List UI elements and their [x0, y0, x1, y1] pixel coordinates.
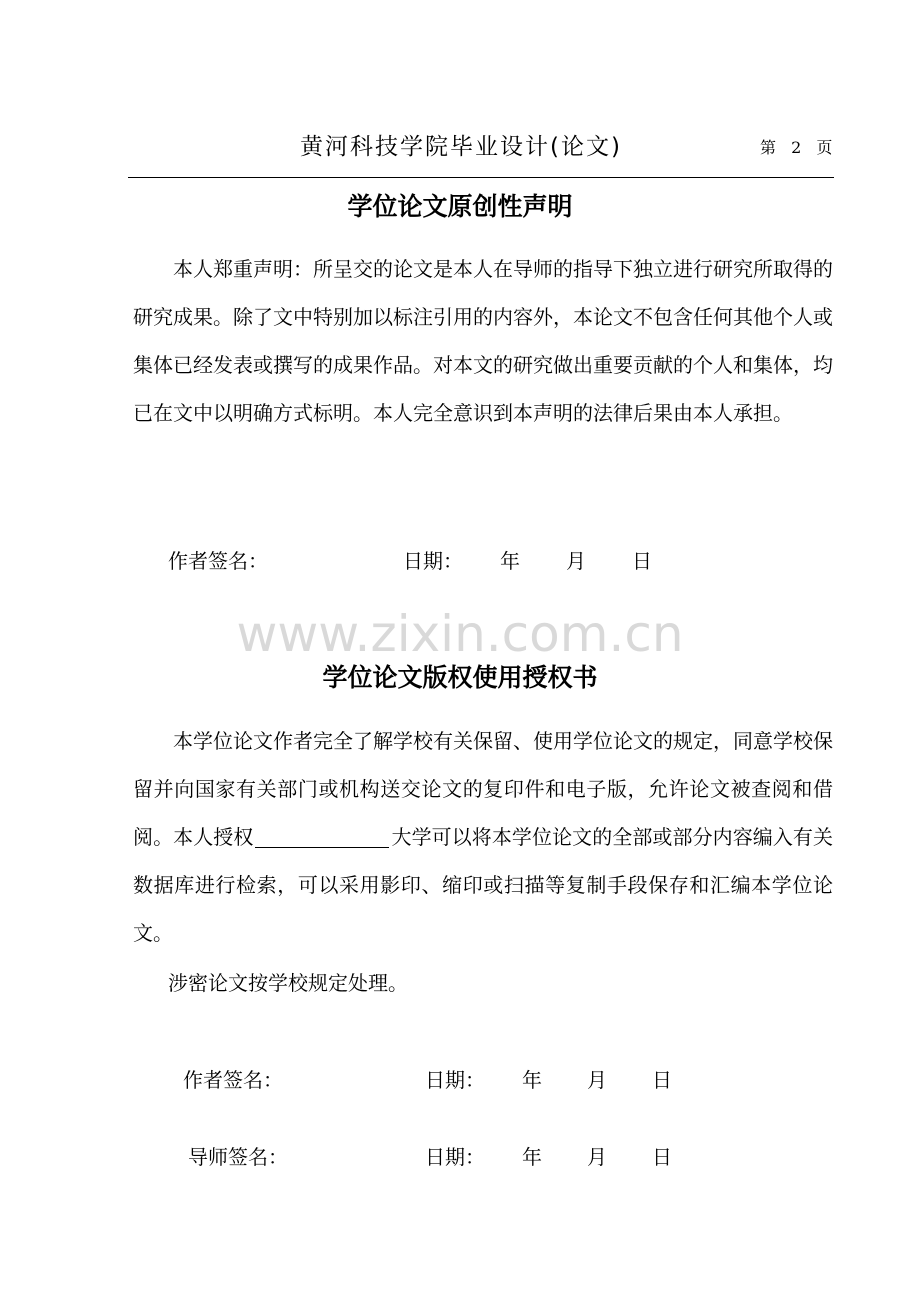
month-label-3: 月: [587, 1145, 607, 1169]
confidential-note: 涉密论文按学校规定处理。: [168, 971, 408, 995]
header-rule: [128, 177, 834, 178]
watermark: www.zixin.com.cn: [236, 605, 684, 663]
date-label-1: 日期：: [403, 549, 463, 573]
month-label-2: 月: [587, 1068, 607, 1092]
month-label-1: 月: [566, 549, 586, 573]
university-name-blank: [255, 823, 389, 848]
copyright-authorization-title: 学位论文版权使用授权书: [322, 663, 598, 692]
copyright-authorization-paragraph: [133, 717, 833, 957]
year-label-3: 年: [522, 1145, 542, 1169]
originality-statement-paragraph: 本人郑重声明：所呈交的论文是本人在导师的指导下独立进行研究所取得的研究成果。除了文中特别加以标注引用的内容外，本论文不包含任何其他个人或集体已经发表或撰写的成果作品。对本文的研究做出重要贡献的个人和集体，均已在文中以明确方式标明。本人完全意识到本声明的法律后果由本人承担。: [133, 257, 833, 425]
supervisor-signature-label: 导师签名：: [188, 1145, 288, 1169]
header-title: 黄河科技学院毕业设计(论文): [300, 134, 622, 160]
paragraph-text-before-blank: 本学位论文作者完全了解学校有关保留、使用学位论文的规定，同意学校保留并向国家有关部门或机构送交论文的复印件和电子版，允许论文被查阅和借阅。本人授权: [133, 729, 833, 849]
originality-statement-title: 学位论文原创性声明: [347, 192, 573, 221]
paragraph-text-after-blank: 大学可以将本学位论文的全部或部分内容编入有关数据库进行检索，可以采用影印、缩印或扫描等复制手段保存和汇编本学位论文。: [133, 825, 834, 945]
date-label-2: 日期：: [425, 1068, 485, 1092]
author-signature-label-1: 作者签名：: [168, 549, 268, 573]
date-label-3: 日期：: [425, 1145, 485, 1169]
day-label-1: 日: [632, 549, 652, 573]
day-label-3: 日: [652, 1145, 672, 1169]
page-number: 第 2 页: [760, 138, 833, 157]
day-label-2: 日: [652, 1068, 672, 1092]
author-signature-label-2: 作者签名：: [183, 1068, 283, 1092]
year-label-1: 年: [500, 549, 520, 573]
year-label-2: 年: [522, 1068, 542, 1092]
